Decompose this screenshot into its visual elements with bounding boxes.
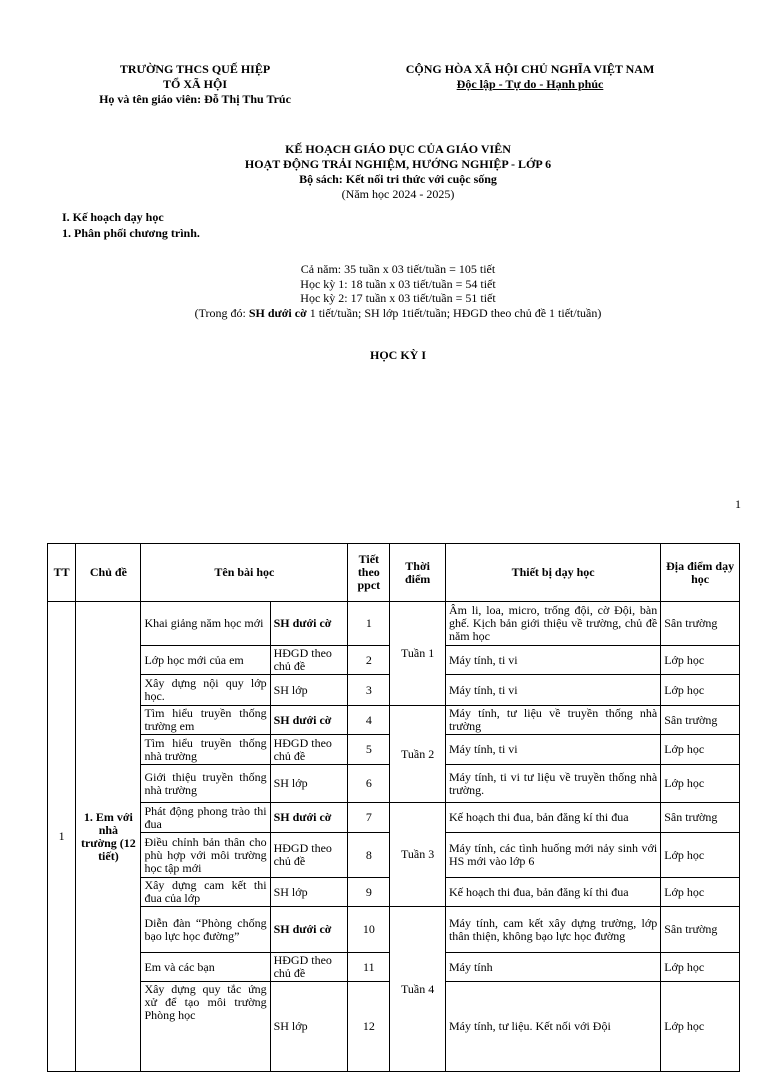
national-motto: Độc lập - Tự do - Hạnh phúc xyxy=(456,77,604,91)
national-header xyxy=(360,62,700,92)
semester-title: HỌC KỲ I xyxy=(369,348,426,362)
period-number: 5 xyxy=(348,735,390,765)
week-cell: Tuần 4 xyxy=(390,907,446,1072)
period-number: 8 xyxy=(348,833,390,878)
subsection-title: 1. Phân phối chương trình. xyxy=(62,225,200,240)
header-location: Địa điểm dạy học xyxy=(661,544,740,602)
period-number: 7 xyxy=(348,803,390,833)
lesson-name: Em và các bạn xyxy=(141,953,270,982)
section-title: I. Kế hoạch dạy học xyxy=(62,210,164,224)
period-number: 1 xyxy=(348,602,390,646)
group-tt: 1 xyxy=(48,602,76,1072)
period-number: 6 xyxy=(348,765,390,803)
lesson-type: HĐGD theo chủ đề xyxy=(270,833,348,878)
lesson-name: Điều chỉnh bản thân cho phù hợp với môi trường học tập mới xyxy=(141,833,270,878)
distribution-sem2: Học kỳ 2: 17 tuần x 03 tiết/tuần = 51 tiết xyxy=(300,291,496,305)
note-rest: 1 tiết/tuần; SH lớp 1tiết/tuần; HĐGD theo chủ đề 1 tiết/tuần) xyxy=(306,305,602,320)
note-prefix: (Trong đó: xyxy=(194,305,249,320)
lesson-name: Giới thiệu truyền thống nhà trường xyxy=(141,765,270,803)
period-number: 10 xyxy=(348,907,390,953)
period-number: 12 xyxy=(348,982,390,1072)
equipment-cell: Máy tính, các tình huống mới nảy sinh với HS mới vào lớp 6 xyxy=(445,833,660,878)
title-line-1: KẾ HOẠCH GIÁO DỤC CỦA GIÁO VIÊN xyxy=(285,142,511,156)
location-cell: Sân trường xyxy=(661,602,740,646)
school-header xyxy=(60,62,330,107)
location-cell: Lớp học xyxy=(661,646,740,675)
section-heading xyxy=(62,210,200,241)
lesson-type: SH dưới cờ xyxy=(270,602,348,646)
header-lesson: Tên bài học xyxy=(141,544,348,602)
equipment-cell: Máy tính, ti vi xyxy=(445,646,660,675)
location-cell: Sân trường xyxy=(661,907,740,953)
lesson-name: Tìm hiểu truyền thống trường em xyxy=(141,706,270,735)
lesson-name: Diễn đàn “Phòng chống bạo lực học đường” xyxy=(141,907,270,953)
equipment-cell: Máy tính, ti vi xyxy=(445,675,660,706)
lesson-name: Phát động phong trào thi đua xyxy=(141,803,270,833)
group-topic: 1. Em với nhà trường (12 tiết) xyxy=(76,602,141,1072)
equipment-cell: Máy tính, ti vi tư liệu về truyền thống nhà trường. xyxy=(445,765,660,803)
lesson-type: HĐGD theo chủ đề xyxy=(270,953,348,982)
note-bold: SH dưới cờ xyxy=(248,305,307,320)
lesson-type: SH lớp xyxy=(270,675,348,706)
period-number: 9 xyxy=(348,878,390,907)
header-period: Tiết theo ppct xyxy=(348,544,390,602)
lesson-name: Khai giảng năm học mới xyxy=(141,602,270,646)
equipment-cell: Máy tính xyxy=(445,953,660,982)
header-equipment: Thiết bị dạy học xyxy=(445,544,660,602)
school-year: (Năm học 2024 - 2025) xyxy=(341,187,455,201)
lesson-name: Xây dựng nội quy lớp học. xyxy=(141,675,270,706)
week-cell: Tuần 1 xyxy=(390,602,446,706)
program-distribution xyxy=(0,262,768,320)
lesson-type: SH dưới cờ xyxy=(270,803,348,833)
equipment-cell: Âm li, loa, micro, trống đội, cờ Đội, bàn ghế. Kịch bản giới thiệu về trường, chủ đề năm học xyxy=(445,602,660,646)
lesson-name: Lớp học mới của em xyxy=(141,646,270,675)
period-number: 4 xyxy=(348,706,390,735)
location-cell: Lớp học xyxy=(661,735,740,765)
department-name: TỔ XÃ HỘI xyxy=(162,77,227,91)
lesson-type: HĐGD theo chủ đề xyxy=(270,735,348,765)
page-number: 1 xyxy=(735,497,741,511)
country-name: CỘNG HÒA XÃ HỘI CHỦ NGHĨA VIỆT NAM xyxy=(405,62,655,76)
equipment-cell: Kế hoạch thi đua, bản đăng kí thi đua xyxy=(445,803,660,833)
equipment-cell: Máy tính, ti vi xyxy=(445,735,660,765)
equipment-cell: Máy tính, cam kết xây dựng trường, lớp thân thiện, không bạo lực học đường xyxy=(445,907,660,953)
location-cell: Lớp học xyxy=(661,953,740,982)
location-cell: Sân trường xyxy=(661,803,740,833)
location-cell: Lớp học xyxy=(661,765,740,803)
period-number: 11 xyxy=(348,953,390,982)
lesson-name: Tìm hiểu truyền thống nhà trường xyxy=(141,735,270,765)
table-row xyxy=(48,803,740,833)
period-number: 2 xyxy=(348,646,390,675)
lesson-name: Xây dựng quy tắc ứng xử để tạo môi trường Phòng học xyxy=(141,982,270,1072)
period-number: 3 xyxy=(348,675,390,706)
distribution-year: Cả năm: 35 tuần x 03 tiết/tuần = 105 tiết xyxy=(300,262,496,276)
header-tt: TT xyxy=(48,544,76,602)
week-cell: Tuần 2 xyxy=(390,706,446,803)
lesson-type: SH lớp xyxy=(270,878,348,907)
lesson-name: Xây dựng cam kết thi đua của lớp xyxy=(141,878,270,907)
location-cell: Lớp học xyxy=(661,982,740,1072)
distribution-sem1: Học kỳ 1: 18 tuần x 03 tiết/tuần = 54 tiết xyxy=(300,276,496,291)
location-cell: Lớp học xyxy=(661,878,740,907)
table-row xyxy=(48,706,740,735)
lesson-plan-table xyxy=(47,543,740,1072)
teacher-name: Họ và tên giáo viên: Đỗ Thị Thu Trúc xyxy=(99,92,291,106)
document-title xyxy=(0,142,768,202)
equipment-cell: Kế hoạch thi đua, bản đăng kí thi đua xyxy=(445,878,660,907)
title-line-3: Bộ sách: Kết nối tri thức với cuộc sống xyxy=(299,172,497,186)
distribution-note xyxy=(0,306,768,321)
table-row xyxy=(48,602,740,646)
header-topic: Chủ đề xyxy=(76,544,141,602)
lesson-type: HĐGD theo chủ đề xyxy=(270,646,348,675)
week-cell: Tuần 3 xyxy=(390,803,446,907)
location-cell: Lớp học xyxy=(661,675,740,706)
equipment-cell: Máy tính, tư liệu về truyền thống nhà trường xyxy=(445,706,660,735)
equipment-cell: Máy tính, tư liệu. Kết nối với Đội xyxy=(445,982,660,1072)
lesson-type: SH lớp xyxy=(270,765,348,803)
school-name: TRƯỜNG THCS QUẾ HIỆP xyxy=(119,62,271,76)
title-line-2: HOẠT ĐỘNG TRẢI NGHIỆM, HƯỚNG NGHIỆP - LỚP 6 xyxy=(244,157,552,171)
location-cell: Lớp học xyxy=(661,833,740,878)
lesson-type: SH dưới cờ xyxy=(270,907,348,953)
location-cell: Sân trường xyxy=(661,706,740,735)
lesson-type: SH lớp xyxy=(270,982,348,1072)
lesson-type: SH dưới cờ xyxy=(270,706,348,735)
table-header-row xyxy=(48,544,740,602)
table-row xyxy=(48,907,740,953)
header-time: Thời điểm xyxy=(390,544,446,602)
